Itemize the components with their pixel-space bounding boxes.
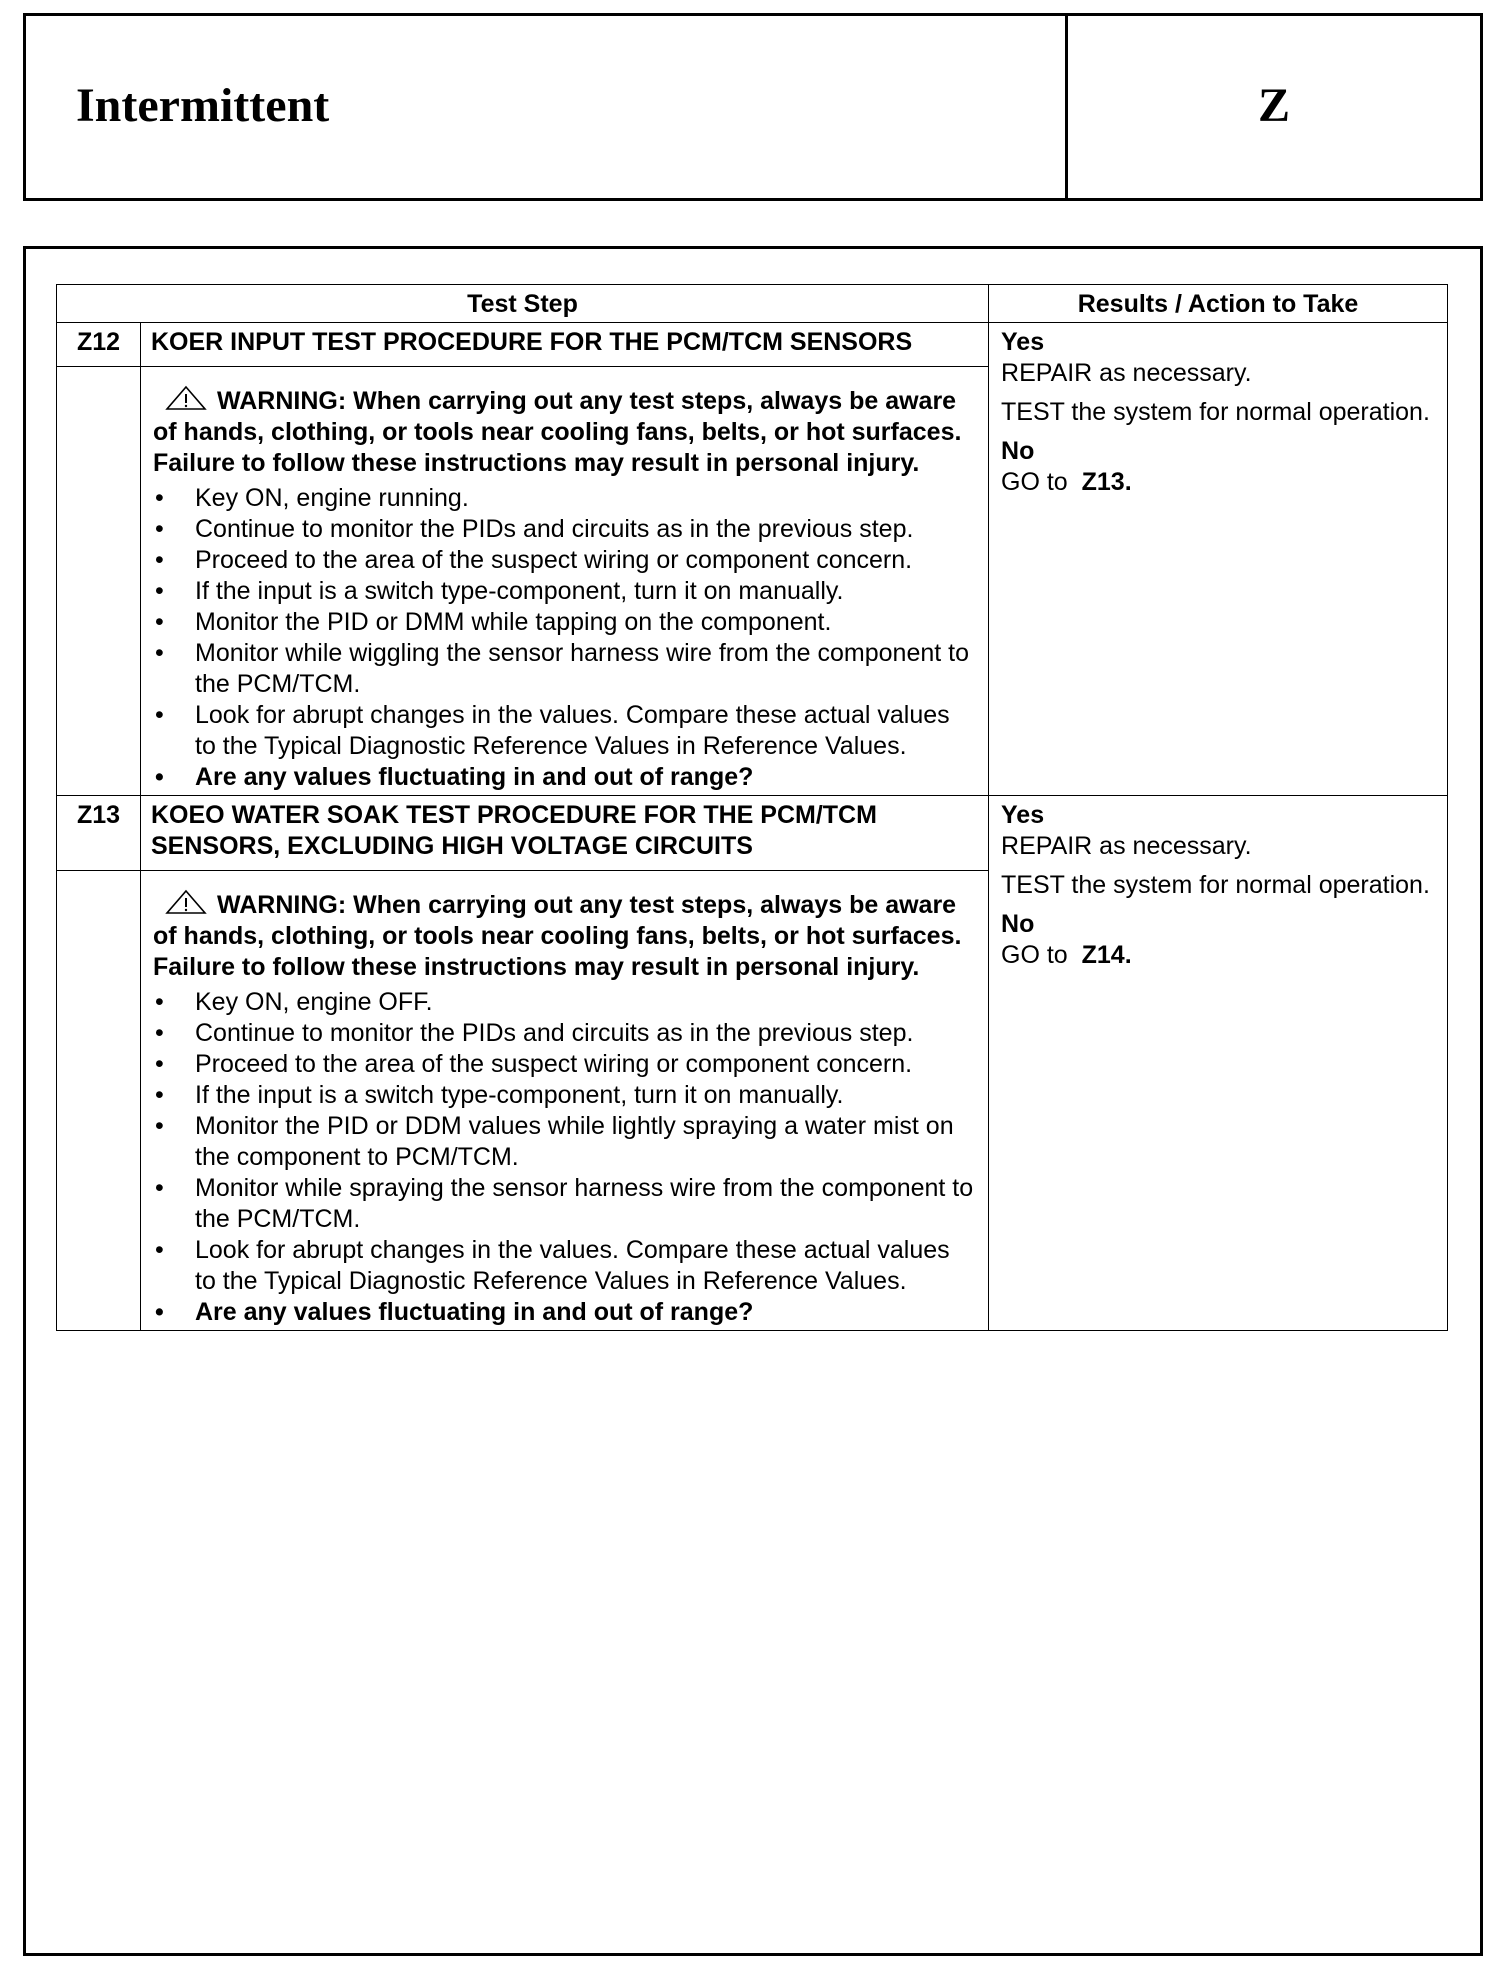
yes-label: Yes — [1001, 801, 1045, 829]
list-item: • Proceed to the area of the suspect wiring or component concern. — [155, 1050, 913, 1078]
list-item: • Continue to monitor the PIDs and circuits as in the previous step. — [155, 515, 914, 543]
list-item: • Continue to monitor the PIDs and circuits as in the previous step. — [155, 1019, 914, 1047]
list-item: • Monitor while spraying the sensor harness wire from the component to the PCM/TCM. — [155, 1174, 974, 1233]
step-title-row — [57, 796, 1448, 871]
list-item: • Monitor while wiggling the sensor harness wire from the component to the PCM/TCM. — [155, 639, 969, 698]
step-body — [141, 871, 989, 1331]
page-header — [23, 13, 1483, 201]
yes-action: REPAIR as necessary. — [1001, 359, 1252, 387]
goto-target: Z13. — [1081, 468, 1132, 496]
table-header-row — [57, 285, 1448, 323]
goto-prefix: GO to — [1001, 468, 1068, 496]
instruction-list — [153, 987, 974, 1328]
step-number-cell-empty — [57, 367, 141, 796]
page-title: Intermittent — [76, 79, 330, 132]
warning-text: WARNING: When carrying out any test steps, always be aware of hands, clothing, or tools near cooling fans, belts, or hot surfaces. Failure to follow these instructions may result in personal injury. — [153, 387, 962, 477]
step-result — [989, 323, 1448, 796]
goto-target: Z14. — [1081, 941, 1132, 969]
test-step-table — [56, 284, 1448, 1331]
no-label: No — [1001, 437, 1035, 465]
no-label: No — [1001, 910, 1035, 938]
list-item: • If the input is a switch type-component, turn it on manually. — [155, 1081, 844, 1109]
step-title-row — [57, 323, 1448, 367]
list-item: • Key ON, engine OFF. — [155, 988, 433, 1016]
step-title: KOER INPUT TEST PROCEDURE FOR THE PCM/TCM SENSORS — [141, 323, 989, 367]
step-title: KOEO WATER SOAK TEST PROCEDURE FOR THE PCM/TCM SENSORS, EXCLUDING HIGH VOLTAGE CIRCUITS — [141, 796, 989, 871]
section-code: Z — [1257, 79, 1290, 132]
step-body — [141, 367, 989, 796]
no-action — [1001, 467, 1435, 498]
list-item: • Look for abrupt changes in the values. Compare these actual values to the Typical Diagnostic Reference Values in Reference Values. — [155, 1236, 950, 1295]
yes-action: REPAIR as necessary. — [1001, 832, 1252, 860]
question-item: • Are any values fluctuating in and out of range? — [155, 1298, 754, 1326]
instruction-list — [153, 483, 974, 793]
question-item: • Are any values fluctuating in and out of range? — [155, 763, 754, 791]
step-number: Z13 — [57, 796, 141, 871]
warning-triangle-icon — [165, 889, 207, 915]
column-header-test-step: Test Step — [57, 285, 989, 323]
list-item: • Proceed to the area of the suspect wiring or component concern. — [155, 546, 913, 574]
step-number-cell-empty — [57, 871, 141, 1331]
warning-text: WARNING: When carrying out any test steps, always be aware of hands, clothing, or tools near cooling fans, belts, or hot surfaces. Failure to follow these instructions may result in personal injury. — [153, 891, 962, 981]
yes-action-test: TEST the system for normal operation. — [1001, 871, 1430, 899]
list-item: • Monitor the PID or DMM while tapping on the component. — [155, 608, 832, 636]
column-header-results: Results / Action to Take — [989, 285, 1448, 323]
step-result — [989, 796, 1448, 1331]
list-item: • Look for abrupt changes in the values. Compare these actual values to the Typical Diagnostic Reference Values in Reference Values. — [155, 701, 950, 760]
yes-action-test: TEST the system for normal operation. — [1001, 398, 1430, 426]
list-item: • If the input is a switch type-component, turn it on manually. — [155, 577, 844, 605]
warning-triangle-icon — [165, 385, 207, 411]
list-item: • Monitor the PID or DDM values while lightly spraying a water mist on the component to PCM/TCM. — [155, 1112, 954, 1171]
goto-prefix: GO to — [1001, 941, 1068, 969]
step-number: Z12 — [57, 323, 141, 367]
list-item: • Key ON, engine running. — [155, 484, 469, 512]
no-action — [1001, 940, 1435, 971]
yes-label: Yes — [1001, 328, 1045, 356]
